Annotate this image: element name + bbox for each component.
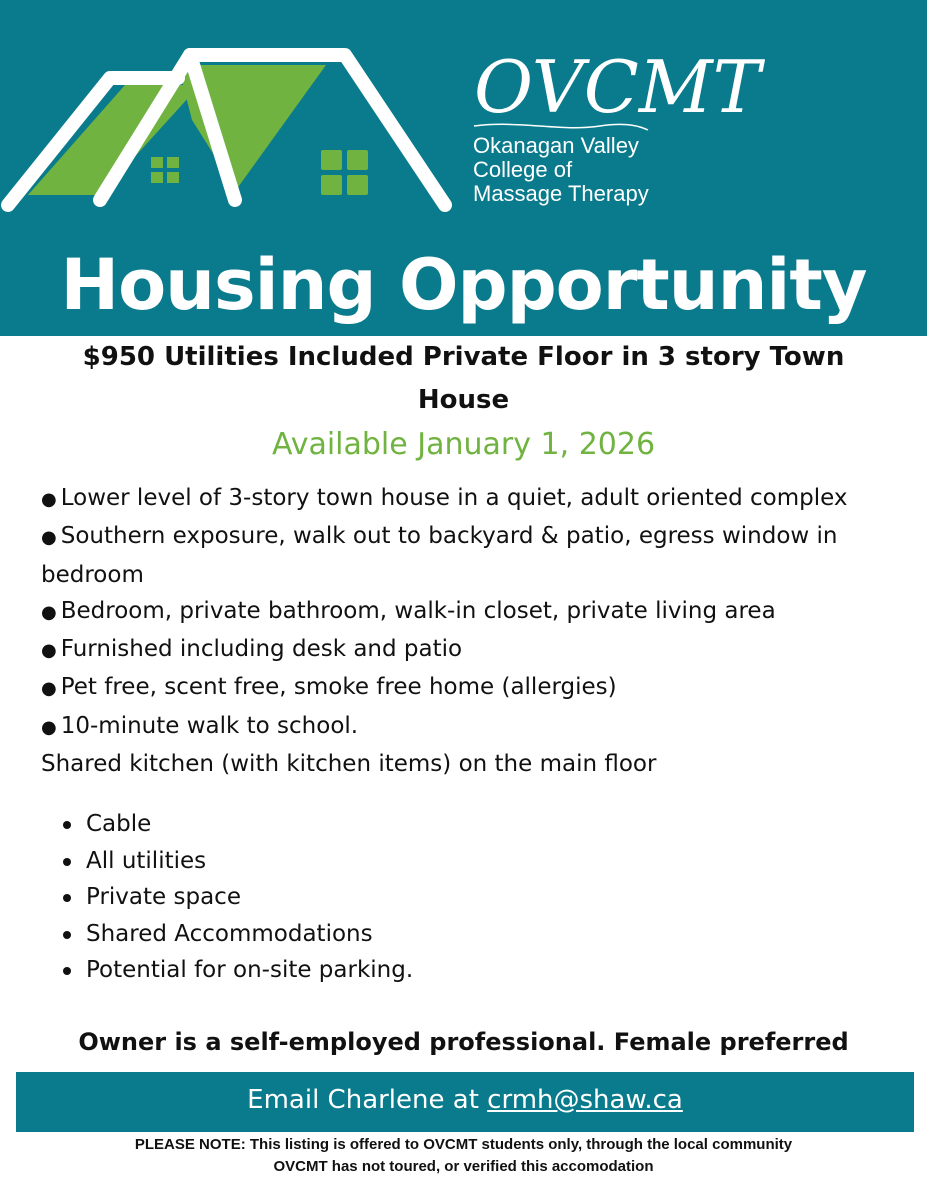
extras-list (60, 806, 660, 989)
list-item: Cable (60, 806, 660, 843)
feature-text: 10-minute walk to school. (60, 712, 359, 739)
logo-name-line-2: College of (473, 157, 573, 182)
page-title: Housing Opportunity (60, 244, 867, 326)
list-item: Private space (60, 879, 660, 916)
availability-date: Available January 1, 2026 (271, 427, 656, 462)
contact-prefix: Email Charlene at (247, 1085, 488, 1115)
features-list (41, 480, 891, 782)
list-item: ● Furnished including desk and patio (41, 636, 463, 663)
owner-note: Owner is a self-employed professional. Female preferred (78, 1028, 849, 1056)
feature-text: Bedroom, private bathroom, walk-in closet, private living area (60, 597, 776, 624)
subtitle-line-1: $950 Utilities Included Private Floor in 3 story Town (82, 342, 845, 372)
house-roof-icon (0, 0, 470, 230)
contact-bar (16, 1072, 914, 1132)
list-item: ● Lower level of 3-story town house in a quiet, adult oriented complex (41, 485, 848, 511)
feature-text: Lower level of 3-story town house in a quiet, adult oriented complex (60, 485, 848, 511)
list-item: ● Southern exposure, walk out to backyard & patio, egress window in bedroom (41, 523, 838, 588)
ovcmt-logo (470, 34, 761, 206)
logo-mark-text: OVCMT (474, 45, 761, 129)
window-icon (151, 157, 179, 183)
ovcmt-logo-mark (470, 34, 761, 134)
feature-text: Furnished including desk and patio (60, 636, 463, 663)
note-line-2: OVCMT has not toured, or verified this accomodation (273, 1158, 654, 1175)
feature-text: Southern exposure, walk out to backyard & patio, egress window in bedroom (41, 523, 838, 588)
list-item: All utilities (60, 843, 660, 880)
list-item: ● 10-minute walk to school. (41, 712, 359, 739)
list-item: ● Pet free, scent free, smoke free home (allergies) (41, 674, 617, 701)
list-item: Potential for on-site parking. (60, 952, 660, 989)
note-line-1: PLEASE NOTE: This listing is offered to OVCMT students only, through the local community (134, 1136, 793, 1153)
list-item: Shared Accommodations (60, 916, 660, 953)
listing-subtitle (60, 336, 867, 422)
list-item: ● Bedroom, private bathroom, walk-in closet, private living area (41, 597, 776, 624)
window-icon (321, 150, 368, 195)
feature-text: Pet free, scent free, smoke free home (allergies) (60, 674, 617, 701)
subtitle-line-2: House (417, 385, 510, 415)
logo-name-line-3: Massage Therapy (473, 181, 649, 206)
logo-name-line-1: Okanagan Valley (473, 133, 639, 158)
header-banner (0, 0, 927, 336)
shared-kitchen-text: Shared kitchen (with kitchen items) on the main floor (41, 751, 657, 778)
disclaimer-note (0, 1134, 927, 1178)
email-link[interactable]: crmh@shaw.ca (487, 1085, 683, 1115)
